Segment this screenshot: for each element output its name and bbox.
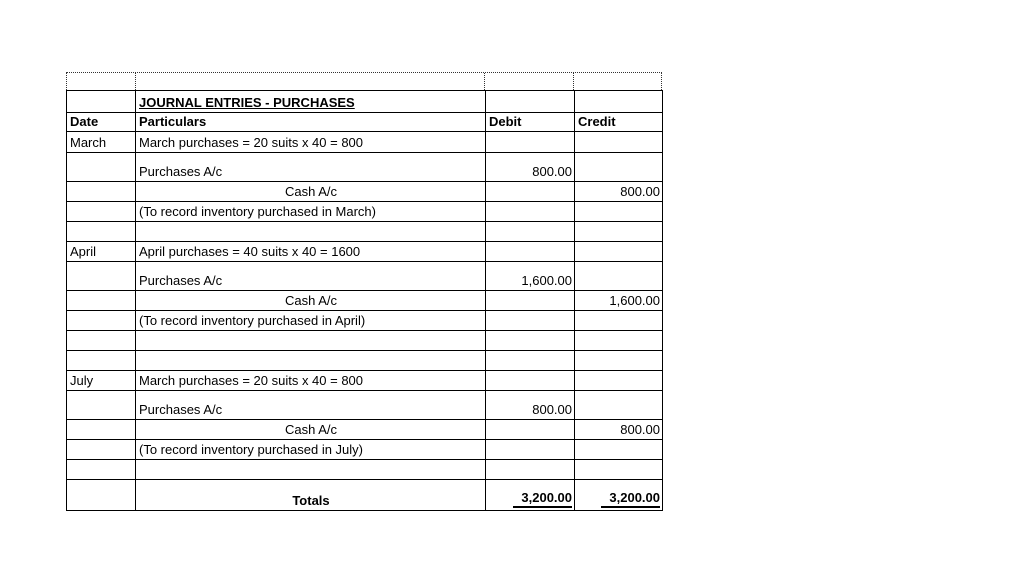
credit-cell[interactable]	[575, 132, 663, 153]
credit-cell[interactable]	[575, 222, 663, 242]
date-cell[interactable]	[67, 182, 136, 202]
debit-cell[interactable]	[486, 182, 575, 202]
table-row	[67, 440, 663, 460]
page-break-cell	[485, 73, 574, 90]
date-cell[interactable]	[67, 391, 136, 420]
title-row	[67, 91, 663, 113]
date-cell[interactable]	[67, 311, 136, 331]
table-row	[67, 371, 663, 391]
credit-cell[interactable]	[575, 460, 663, 480]
date-cell[interactable]	[67, 420, 136, 440]
date-cell[interactable]: July	[67, 371, 136, 391]
credit-cell[interactable]	[575, 371, 663, 391]
credit-cell[interactable]	[575, 262, 663, 291]
totals-label[interactable]: Totals	[136, 480, 486, 511]
particulars-cell[interactable]: Cash A/c	[136, 420, 486, 440]
table-row	[67, 182, 663, 202]
date-cell[interactable]	[67, 440, 136, 460]
particulars-cell[interactable]: Purchases A/c	[136, 391, 486, 420]
particulars-cell[interactable]: (To record inventory purchased in April)	[136, 311, 486, 331]
date-cell[interactable]	[67, 202, 136, 222]
table-row	[67, 132, 663, 153]
sheet-title-cell[interactable]	[136, 91, 486, 113]
table-row	[67, 351, 663, 371]
credit-cell[interactable]: 1,600.00	[575, 291, 663, 311]
particulars-cell[interactable]: Cash A/c	[136, 182, 486, 202]
sheet-title: JOURNAL ENTRIES - PURCHASES	[139, 95, 355, 110]
table-row	[67, 153, 663, 182]
date-cell[interactable]	[67, 351, 136, 371]
table-row	[67, 391, 663, 420]
credit-cell[interactable]	[575, 440, 663, 460]
header-particulars[interactable]: Particulars	[136, 113, 486, 132]
debit-cell[interactable]	[486, 132, 575, 153]
credit-cell[interactable]	[575, 351, 663, 371]
debit-cell[interactable]	[486, 222, 575, 242]
table-row	[67, 291, 663, 311]
credit-cell[interactable]	[575, 311, 663, 331]
debit-total-cell[interactable]	[486, 480, 575, 511]
debit-cell[interactable]	[486, 420, 575, 440]
credit-cell[interactable]	[575, 91, 663, 113]
credit-cell[interactable]	[575, 242, 663, 262]
particulars-cell[interactable]	[136, 331, 486, 351]
credit-cell[interactable]	[575, 391, 663, 420]
particulars-cell[interactable]: Purchases A/c	[136, 153, 486, 182]
particulars-cell[interactable]: (To record inventory purchased in July)	[136, 440, 486, 460]
date-cell[interactable]	[67, 262, 136, 291]
table-row	[67, 460, 663, 480]
table-row	[67, 311, 663, 331]
credit-cell[interactable]: 800.00	[575, 182, 663, 202]
header-credit[interactable]: Credit	[575, 113, 663, 132]
date-cell[interactable]: March	[67, 132, 136, 153]
header-date[interactable]: Date	[67, 113, 136, 132]
particulars-cell[interactable]: Cash A/c	[136, 291, 486, 311]
credit-total-cell[interactable]	[575, 480, 663, 511]
debit-cell[interactable]	[486, 371, 575, 391]
debit-cell[interactable]: 1,600.00	[486, 262, 575, 291]
date-cell[interactable]	[67, 91, 136, 113]
header-debit[interactable]: Debit	[486, 113, 575, 132]
table-row	[67, 222, 663, 242]
debit-cell[interactable]	[486, 460, 575, 480]
header-row	[67, 113, 663, 132]
debit-cell[interactable]: 800.00	[486, 391, 575, 420]
date-cell[interactable]	[67, 331, 136, 351]
particulars-cell[interactable]	[136, 460, 486, 480]
particulars-cell[interactable]	[136, 222, 486, 242]
journal-entries-table	[66, 90, 663, 511]
debit-cell[interactable]	[486, 91, 575, 113]
credit-cell[interactable]	[575, 331, 663, 351]
table-row	[67, 202, 663, 222]
debit-cell[interactable]: 800.00	[486, 153, 575, 182]
debit-cell[interactable]	[486, 351, 575, 371]
debit-cell[interactable]	[486, 440, 575, 460]
debit-cell[interactable]	[486, 202, 575, 222]
page-break-cell	[67, 73, 136, 90]
particulars-cell[interactable]: April purchases = 40 suits x 40 = 1600	[136, 242, 486, 262]
credit-total: 3,200.00	[601, 490, 660, 508]
table-row	[67, 242, 663, 262]
credit-cell[interactable]: 800.00	[575, 420, 663, 440]
debit-total: 3,200.00	[513, 490, 572, 508]
page-break-cell	[136, 73, 485, 90]
page-break-cell	[574, 73, 662, 90]
totals-row	[67, 480, 663, 511]
date-cell[interactable]	[67, 480, 136, 511]
particulars-cell[interactable]: (To record inventory purchased in March)	[136, 202, 486, 222]
date-cell[interactable]	[67, 291, 136, 311]
debit-cell[interactable]	[486, 291, 575, 311]
debit-cell[interactable]	[486, 331, 575, 351]
debit-cell[interactable]	[486, 311, 575, 331]
date-cell[interactable]	[67, 222, 136, 242]
particulars-cell[interactable]	[136, 351, 486, 371]
table-row	[67, 331, 663, 351]
debit-cell[interactable]	[486, 242, 575, 262]
particulars-cell[interactable]: Purchases A/c	[136, 262, 486, 291]
page-break-boundary-row	[66, 72, 662, 90]
table-row	[67, 420, 663, 440]
credit-cell[interactable]	[575, 153, 663, 182]
date-cell[interactable]	[67, 460, 136, 480]
credit-cell[interactable]	[575, 202, 663, 222]
date-cell[interactable]	[67, 153, 136, 182]
table-row	[67, 262, 663, 291]
particulars-cell[interactable]: March purchases = 20 suits x 40 = 800	[136, 132, 486, 153]
particulars-cell[interactable]: March purchases = 20 suits x 40 = 800	[136, 371, 486, 391]
worksheet	[66, 72, 662, 511]
date-cell[interactable]: April	[67, 242, 136, 262]
